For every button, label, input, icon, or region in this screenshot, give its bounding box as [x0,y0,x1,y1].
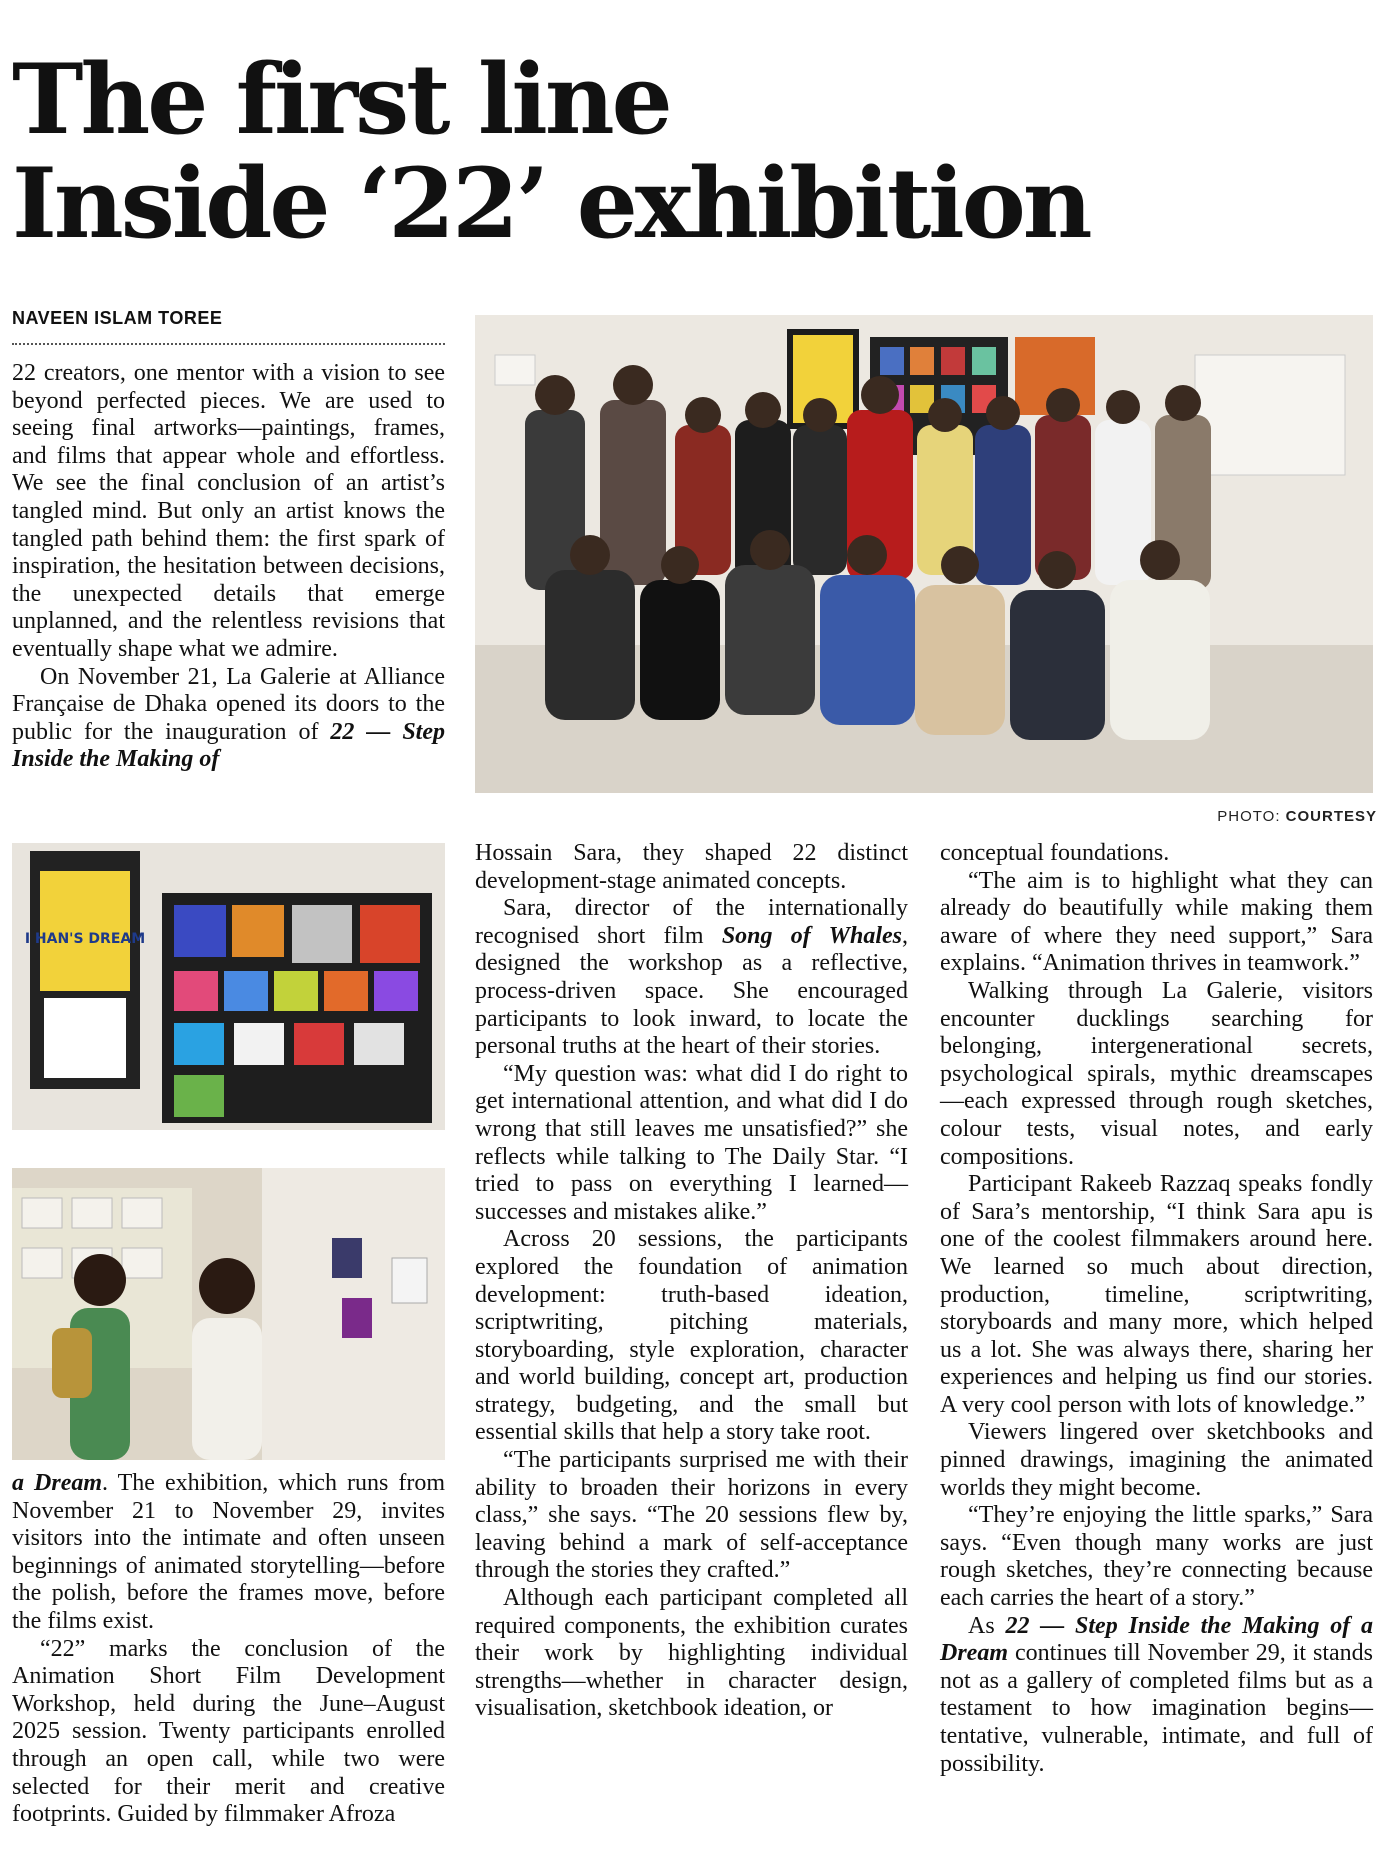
poster-wall-illustration [12,843,445,1130]
photo-credit-source: COURTESY [1285,808,1377,825]
photo-credit [1217,808,1377,825]
col1-top-paragraph [12,360,445,664]
paragraph-text: “They’re enjoying the little sparks,” Sara says. “Even though many works are just rough sketches, they’re connecting because each carries the heart of a story.” [940,1502,1373,1612]
photo-credit-label: PHOTO: [1217,808,1286,825]
col3-paragraph [940,978,1373,1171]
paragraph-text: Participant Rakeeb Razzaq speaks fondly of Sara’s mentorship, “I think Sara apu is one of the coolest filmmakers around here. We learned so much about direction, production, timeline, scriptwriting, storyboards and many more, which helped us a lot. She was always there, sharing her experiences and helping us find our stories. A very cool person with lots of knowledge.” [940,1171,1373,1418]
paragraph-text: continues till November 29, it stands not as a gallery of completed films but as a testament to how imagination begins—tentative, vulnerable, intimate, and full of possibility. [940,1640,1373,1777]
headline [12,43,1090,260]
paragraph-text: , designed the workshop as a reflective, process-driven space. She encouraged participants to look inward, to locate the personal truths at the heart of their stories. [475,922,909,1060]
col3-paragraph [940,1171,1373,1419]
column-3 [940,840,1373,1778]
col3-paragraph [940,868,1373,978]
emphasized-title: 22 — Step Inside the Making of [12,718,445,773]
col3-paragraph [940,1419,1373,1502]
paragraph-text: Sara, director of the internationally recognised short film [475,895,908,949]
column-2 [475,840,908,1723]
group-photo-illustration [475,315,1373,793]
byline: NAVEEN ISLAM TOREE [12,308,223,328]
paragraph-text: . The exhibition, which runs from November 21 to November 29, invites visitors into the intimate and often unseen beginnings of animated storytelling—before the polish, before the frames move, before the films exist. [12,1470,446,1634]
paragraph-text: 22 creators, one mentor with a vision to see beyond perfected pieces. We are used to seeing final artworks—paintings, frames, and films that appear whole and effortless. We see the final conclusion of an artist’s tangled mind. But only an artist knows the tangled path behind them: the first spark of inspiration, the hesitation between decisions, the unexpected details that emerge unplanned, and the relentless revisions that eventually shape what we admire. [12,360,445,662]
visitors-illustration [12,1168,445,1460]
column-1-bottom [12,1470,445,1829]
group-photo [475,315,1373,793]
col2-paragraph [475,895,908,1061]
paragraph-text: Although each participant completed all required components, the exhibition curates their work by highlighting individual strengths—whether in character design, visualisation, sketchbook ideation, or [475,1585,908,1722]
col2-paragraph [475,840,908,895]
paragraph-text: “My question was: what did I do right to get international attention, and what did I do wrong that still leaves me unsatisfied?” she reflects while talking to The Daily Star. “I tried to pass on everything I learned—successes and mistakes alike.” [475,1060,908,1225]
col2-paragraph [475,1226,908,1447]
col3-paragraph [940,1502,1373,1612]
col1-top-paragraph [12,664,445,774]
paragraph-text: Across 20 sessions, the participants explored the foundation of animation development: truth-based ideation, scriptwriting, pitching materials, storyboarding, style exploration, character and world building, concept art, production strategy, budgeting, and the small but essential skills that help a story take root. [475,1226,908,1446]
paragraph-text: On November 21, La Galerie at Alliance Française de Dhaka opened its doors to the public for the inauguration of [12,663,445,745]
paragraph-text: As [968,1612,1006,1639]
visitors-photo [12,1168,445,1460]
paragraph-text: Hossain Sara, they shaped 22 distinct development-stage animated concepts. [475,840,908,894]
emphasized-title: a Dream [12,1470,103,1496]
col1-bottom-paragraph [12,1636,445,1829]
byline-divider [12,343,445,345]
paragraph-text: “22” marks the conclusion of the Animation Short Film Development Workshop, held during the June–August 2025 session. Twenty participants enrolled through an open call, while two were selected for their merit and creative footprints. Guided by filmmaker Afroza [12,1635,445,1828]
poster-title: I HAN'S DREAM [24,931,146,947]
paragraph-text: “The participants surprised me with their ability to broaden their horizons in every class,” she says. “The 20 sessions flew by, leaving behind a mark of self-acceptance through the stories they crafted.” [475,1447,908,1584]
paragraph-text: Walking through La Galerie, visitors encounter ducklings searching for belonging, intergenerational secrets, psychological spirals, mythic dreamscapes—each expressed through rough sketches, colour tests, visual notes, and early compositions. [940,977,1373,1170]
col2-paragraph [475,1447,908,1585]
paragraph-text: “The aim is to highlight what they can already do beautifully while making them aware of where they need support,” Sara explains. “Animation thrives in teamwork.” [940,867,1373,977]
poster-wall-photo [12,843,445,1130]
paragraph-text: conceptual foundations. [940,840,1170,866]
headline-line-1: The first line [12,43,670,156]
col3-paragraph [940,840,1373,868]
paragraph-text: Viewers lingered over sketchbooks and pinned drawings, imagining the animated worlds they might become. [940,1419,1373,1501]
col2-paragraph [475,1061,908,1227]
headline-line-2: Inside ‘22’ exhibition [12,147,1090,260]
col1-bottom-paragraph [12,1470,445,1636]
emphasized-title: Song of Whales [721,922,903,949]
column-1-top [12,360,445,774]
col3-paragraph [940,1613,1373,1779]
emphasized-title: 22 — Step Inside the Making of a Dream [940,1612,1374,1667]
col2-paragraph [475,1585,908,1723]
